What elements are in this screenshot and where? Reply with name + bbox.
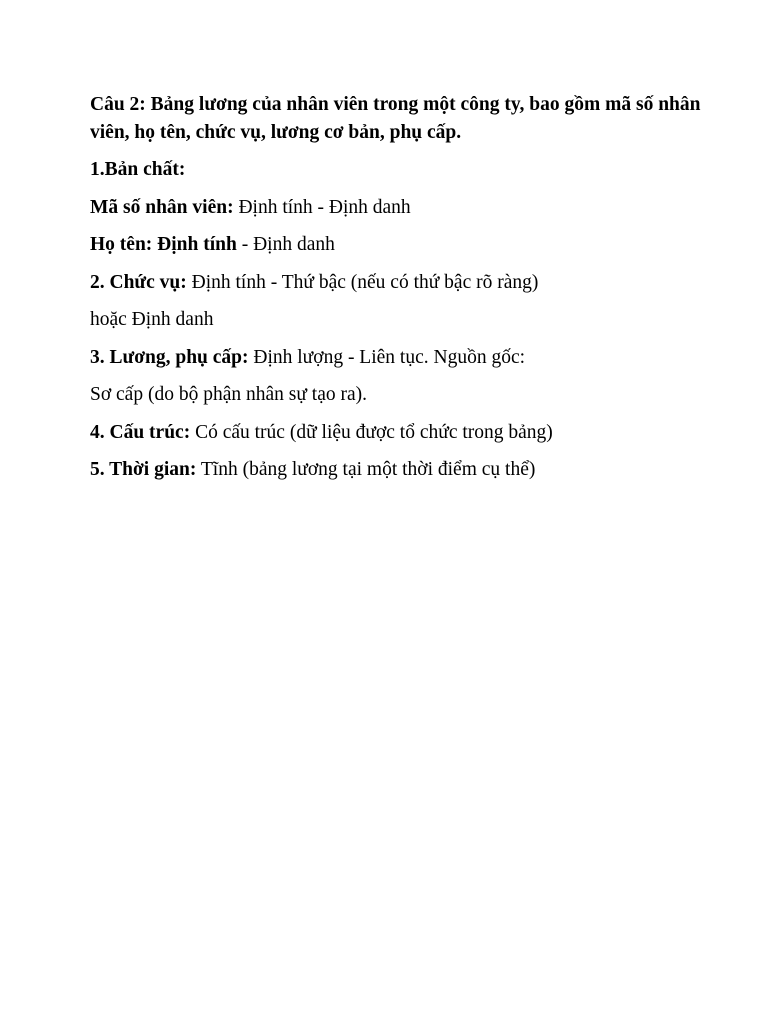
time-label: 5. Thời gian: (90, 459, 197, 480)
employee-id-label: Mã số nhân viên: (90, 196, 234, 218)
structure-label: 4. Cấu trúc: (90, 421, 191, 443)
time-line (90, 456, 708, 484)
full-name-line (90, 231, 708, 259)
full-name-text: - Định danh (236, 234, 335, 255)
employee-id-text: Định tính - Định danh (233, 196, 411, 218)
salary-continuation: Sơ cấp (do bộ phận nhân sự tạo ra). (90, 384, 368, 405)
salary-line (90, 344, 708, 372)
structure-line (90, 419, 708, 447)
structure-text: Có cấu trúc (dữ liệu được tổ chức trong bảng) (190, 421, 553, 443)
full-name-label: Họ tên: Định tính (90, 234, 237, 255)
position-continuation: hoặc Định danh (90, 309, 214, 330)
position-label: 2. Chức vụ: (90, 271, 187, 293)
time-text: Tĩnh (bảng lương tại một thời điểm cụ thể) (196, 459, 536, 480)
position-text: Định tính - Thứ bậc (nếu có thứ bậc rõ ràng) (186, 271, 539, 293)
section-nature-heading: 1.Bản chất: (90, 159, 186, 180)
salary-label: 3. Lương, phụ cấp: (90, 346, 249, 368)
employee-id-line (90, 194, 708, 222)
question-title: Câu 2: Bảng lương của nhân viên trong một công ty, bao gồm mã số nhân viên, họ tên, chức vụ, lương cơ bản, phụ cấp. (90, 94, 701, 143)
position-line (90, 269, 708, 297)
salary-text: Định lượng - Liên tục. Nguồn gốc: (248, 346, 526, 368)
